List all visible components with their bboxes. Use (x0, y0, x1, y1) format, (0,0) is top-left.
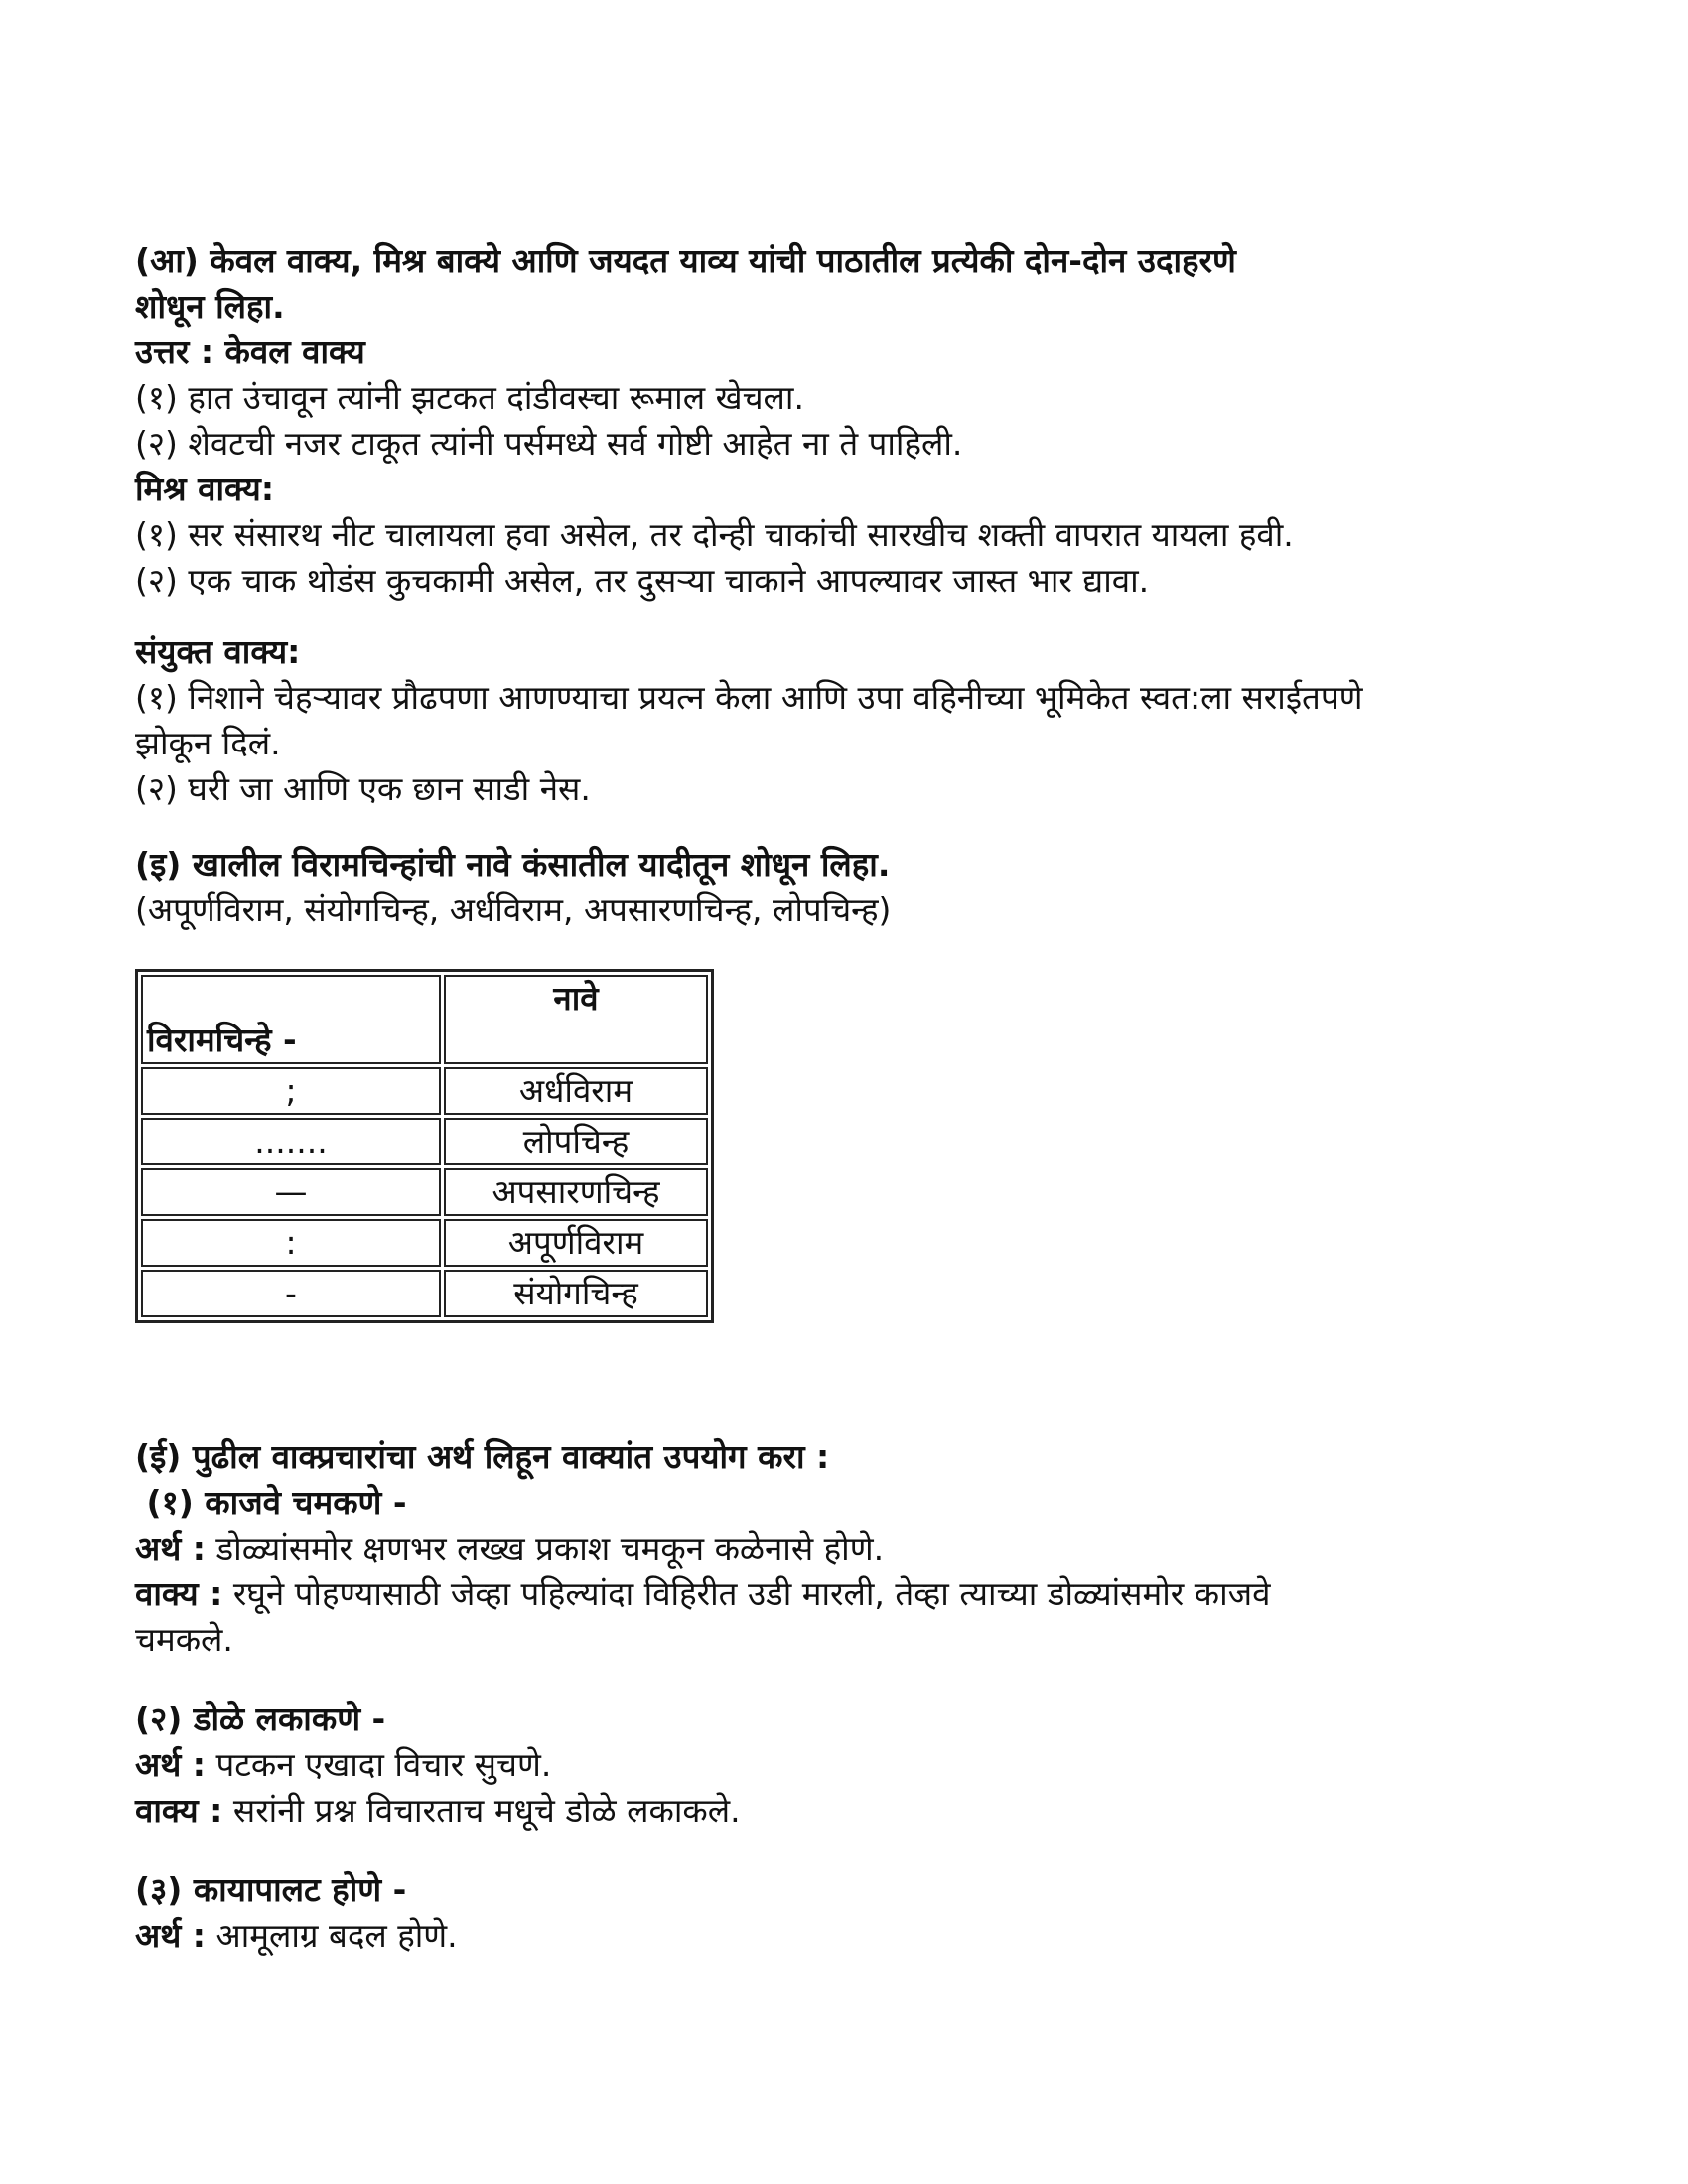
punctuation-mark: — (141, 1168, 441, 1216)
idiom-3-title: (३) कायापालट होणे - (135, 1870, 407, 1909)
meaning-label: अर्थ : (135, 1529, 206, 1568)
punctuation-table (135, 969, 714, 1323)
complex-sentence-2: (२) एक चाक थोडंस कुचकामी असेल, तर दुसऱ्या चाकाने आपल्यावर जास्त भार द्यावा. (135, 561, 1150, 600)
idiom-1-sentence-continued: चमकले. (135, 1620, 233, 1659)
punctuation-name: अपसारणचिन्ह (444, 1168, 708, 1216)
table-row (141, 1168, 708, 1216)
table-row (141, 1219, 708, 1267)
complex-sentence-1: (१) सर संसारथ नीट चालायला हवा असेल, तर दोन्ही चाकांची सारखीच शक्ती वापरात यायला हवी. (135, 515, 1294, 554)
compound-sentence-2: (२) घरी जा आणि एक छान साडी नेस. (135, 769, 591, 808)
document-content (135, 238, 1565, 1959)
meaning-text: डोळ्यांसमोर क्षणभर लख्ख प्रकाश चमकून कळेनासे होणे. (206, 1529, 885, 1568)
idiom-1-sentence (135, 1571, 1565, 1617)
table-row (141, 1270, 708, 1317)
complex-heading: मिश्र वाक्य: (135, 470, 275, 508)
idiom-1-meaning (135, 1526, 1565, 1571)
meaning-label: अर्थ : (135, 1916, 206, 1955)
meaning-text: पटकन एखादा विचार सुचणे. (206, 1745, 552, 1784)
idiom-1-title: (१) काजवे चमकणे - (135, 1483, 407, 1522)
answer-heading-simple: उत्तर : केवल वाक्य (135, 333, 365, 371)
question-ii: (ई) पुढील वाक्प्रचारांचा अर्थ लिहून वाक्यांत उपयोग करा : (135, 1437, 830, 1476)
punctuation-name: लोपचिन्ह (444, 1118, 708, 1165)
options-list: (अपूर्णविराम, संयोगचिन्ह, अर्धविराम, अपसारणचिन्ह, लोपचिन्ह) (135, 890, 892, 929)
punctuation-mark: - (141, 1270, 441, 1317)
meaning-text: आमूलाग्र बदल होणे. (206, 1916, 458, 1955)
question-i: (इ) खालील विरामचिन्हांची नावे कंसातील यादीतून शोधून लिहा. (135, 845, 891, 884)
compound-sentence-1: (१) निशाने चेहऱ्यावर प्रौढपणा आणण्याचा प्रयत्न केला आणि उपा वहिनीच्या भूमिकेत स्वत:ला सराईतपणे (135, 678, 1363, 717)
table-row (141, 1067, 708, 1115)
idiom-2-title: (२) डोळे लकाकणे - (135, 1700, 386, 1738)
meaning-label: अर्थ : (135, 1745, 206, 1784)
punctuation-mark: ....... (141, 1118, 441, 1165)
sentence-text: रघूने पोहण्यासाठी जेव्हा पहिल्यांदा विहिरीत उडी मारली, तेव्हा त्याच्या डोळ्यांसमोर काजवे (222, 1574, 1271, 1613)
idiom-2-sentence (135, 1788, 1565, 1834)
question-a: (आ) केवल वाक्य, मिश्र बाक्ये आणि जयदत याव्य यांची पाठातील प्रत्येकी दोन-दोन उदाहरणे (135, 241, 1236, 280)
idiom-2-meaning (135, 1742, 1565, 1788)
idiom-3-meaning (135, 1913, 1565, 1959)
sentence-label: वाक्य : (135, 1574, 223, 1613)
punctuation-mark: ; (141, 1067, 441, 1115)
simple-sentence-1: (१) हात उंचावून त्यांनी झटकत दांडीवस्चा रूमाल खेचला. (135, 378, 804, 417)
punctuation-name: अर्धविराम (444, 1067, 708, 1115)
compound-sentence-1-continued: झोकून दिलं. (135, 724, 281, 762)
punctuation-name: अपूर्णविराम (444, 1219, 708, 1267)
table-header-marks: विरामचिन्हे - (141, 975, 441, 1064)
sentence-text: सरांनी प्रश्न विचारताच मधूचे डोळे लकाकले. (222, 1791, 741, 1830)
table-header-names: नावे (444, 975, 708, 1064)
question-a-continued: शोधून लिहा. (135, 287, 285, 326)
compound-heading: संयुक्त वाक्य: (135, 632, 301, 671)
punctuation-mark: : (141, 1219, 441, 1267)
table-header-row (141, 975, 708, 1064)
simple-sentence-2: (२) शेवटची नजर टाकूत त्यांनी पर्समध्ये सर्व गोष्टी आहेत ना ते पाहिली. (135, 424, 963, 463)
sentence-label: वाक्य : (135, 1791, 223, 1830)
table-row (141, 1118, 708, 1165)
punctuation-name: संयोगचिन्ह (444, 1270, 708, 1317)
